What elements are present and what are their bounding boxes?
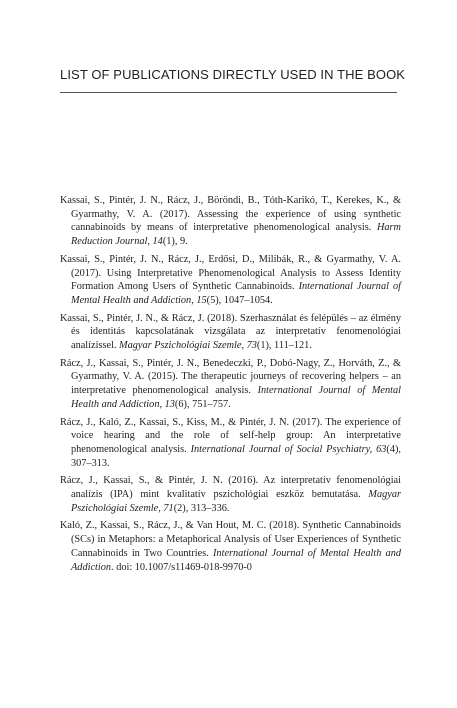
reference-journal: International Journal of Mental Health and Addiction <box>71 547 401 573</box>
reference-entry <box>60 474 401 515</box>
reference-text: Kassai, S., Pintér, J. N., & Rácz, J. (2018). Szerhasználat és felépülés – az élmény és identitás kapcsolatának vizsgálata az interpretatív fenomenológiai analízissel. <box>60 312 401 352</box>
reference-text: Rácz, J., Kaló, Z., Kassai, S., Kiss, M., & Pintér, J. N. (2017). The experience of voice hearing and the role of self-help group: An interpretative phenomenological analysis. <box>60 416 401 455</box>
reference-entry <box>60 194 401 249</box>
reference-journal: Magyar Pszichológiai Szemle, 73 <box>119 340 257 352</box>
reference-text: Kassai, S., Pintér, J. N., Rácz, J., Böröndi, B., Tóth-Karikó, T., Kerekes, K., & Gyarmathy, V. A. (2017). Assessing the experience of using synthetic cannabinoids by means of interpretative phenomenological analysis. <box>60 195 401 234</box>
reference-pages: (2), 313–336. <box>173 502 230 514</box>
reference-journal: Harm Reduction Journal, 14 <box>71 222 401 248</box>
reference-entry <box>60 253 401 308</box>
reference-text: Kassai, S., Pintér, J. N., Rácz, J., Erdősi, D., Milibák, R., & Gyarmathy, V. A. (2017). Using Interpretative Phenomenological Analysis to Assess Identity Formation Among Users of Synthetic Cannabinoids. <box>60 253 401 293</box>
reference-pages: (6), 751–757. <box>174 398 231 410</box>
reference-list <box>60 194 401 578</box>
reference-text: Rácz, J., Kassai, S., & Pintér, J. N. (2016). Az interpretatív fenomenológiai analízis (IPA) mint kvalitatív pszichológiai eszköz bemutatása. <box>60 475 401 501</box>
reference-entry <box>60 519 401 574</box>
reference-journal: Magyar Pszichológiai Szemle, 71 <box>71 489 401 514</box>
reference-text: Rácz, J., Kassai, S., Pintér, J. N., Benedeczki, P., Dobó-Nagy, Z., Horváth, Z., & Gyarmathy, V. A. (2015). The therapeutic journeys of recovering helpers – an interpretative phenomenological analysis. <box>60 357 401 397</box>
reference-journal: International Journal of Mental Health and Addiction, 13 <box>71 385 401 410</box>
page-title: LIST OF PUBLICATIONS DIRECTLY USED IN THE BOOK <box>60 67 406 82</box>
reference-journal: International Journal of Social Psychiatry, 63 <box>190 443 387 455</box>
reference-pages: (5), 1047–1054. <box>206 294 273 306</box>
reference-pages: (1), 111–121. <box>256 340 312 352</box>
reference-pages: (1), 9. <box>162 236 188 248</box>
reference-text: Kaló, Z., Kassai, S., Rácz, J., & Van Hout, M. C. (2018). Synthetic Cannabinoids (SCs) in Metaphors: a Metaphorical Analysis of User Experiences of Synthetic Cannabinoids in Two Countries. <box>60 520 401 559</box>
reference-entry <box>60 357 401 412</box>
reference-entry <box>60 416 401 471</box>
reference-pages: (4), 307–313. <box>71 443 401 469</box>
reference-pages: . doi: 10.1007/s11469-018-9970-0 <box>111 561 252 573</box>
title-divider <box>60 92 397 93</box>
reference-journal: International Journal of Mental Health and Addiction, 15 <box>71 281 402 306</box>
reference-entry <box>60 312 401 353</box>
